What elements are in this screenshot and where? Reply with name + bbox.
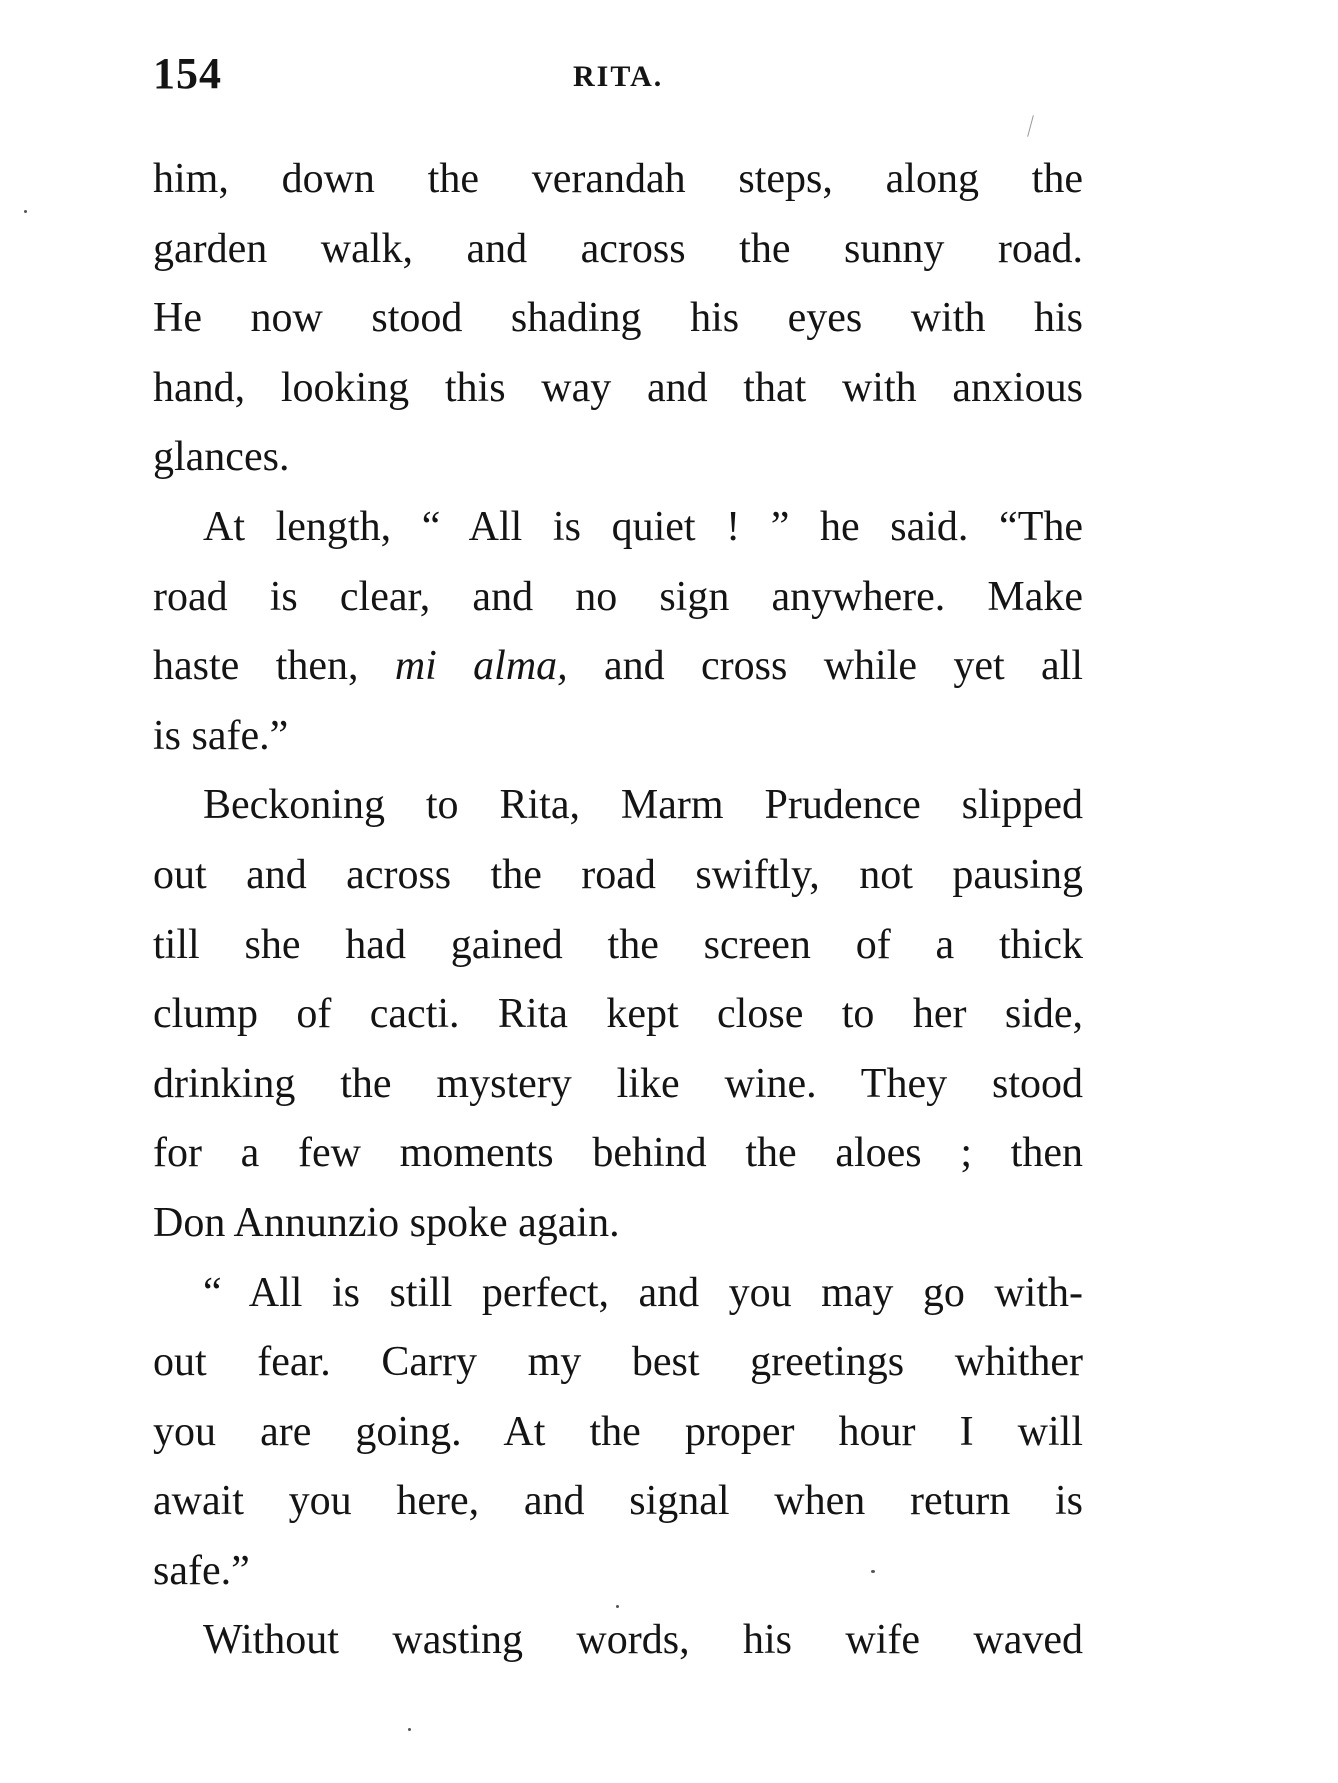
paragraph-3-line-6: for a few moments behind the aloes ; then (153, 1130, 1083, 1177)
paragraph-1-line-3: He now stood shading his eyes with his (153, 295, 1083, 342)
page-number: 154 (153, 49, 222, 98)
paragraph-1-line-2: garden walk, and across the sunny road. (153, 225, 1083, 272)
paragraph-3-line-1: Beckoning to Rita, Marm Prudence slipped (203, 782, 1083, 829)
paragraph-3-line-7: Don Annunzio spoke again. (153, 1199, 620, 1246)
paragraph-2-line-1: At length, “ All is quiet ! ” he said. “The (203, 503, 1083, 550)
scan-speck (616, 1605, 619, 1608)
paragraph-2-line-3: haste then, mi alma, and cross while yet all (153, 643, 1084, 690)
paragraph-4-line-1: “ All is still perfect, and you may go with- (203, 1269, 1083, 1316)
paragraph-1-line-5: glances. (153, 434, 290, 481)
body-text (153, 145, 1083, 1676)
paragraph-2-line-4: is safe.” (153, 712, 289, 759)
paragraph-4-line-5: safe.” (153, 1547, 250, 1594)
paragraph-3-line-2: out and across the road swiftly, not pausing (153, 851, 1083, 898)
scan-speck (408, 1728, 411, 1731)
scan-speck (871, 1570, 875, 1573)
paragraph-4-line-4: await you here, and signal when return is (153, 1478, 1083, 1525)
paragraph-3-line-3: till she had gained the screen of a thick (153, 921, 1083, 968)
paragraph-2-line-2: road is clear, and no sign anywhere. Make (153, 573, 1083, 620)
paragraph-4-line-2: out fear. Carry my best greetings whither (153, 1339, 1083, 1386)
paragraph-5-line-1: Without wasting words, his wife waved (203, 1617, 1083, 1664)
paragraph-1-line-4: hand, looking this way and that with anxious (153, 364, 1083, 411)
page-header (153, 48, 1083, 108)
scan-speck (24, 210, 27, 213)
paragraph-3-line-4: clump of cacti. Rita kept close to her side, (153, 991, 1083, 1038)
running-title: RITA. (573, 60, 664, 93)
italic-phrase: mi alma, (394, 643, 568, 690)
paragraph-1-line-1: him, down the verandah steps, along the (153, 156, 1083, 202)
paragraph-4-line-3: you are going. At the proper hour I will (153, 1408, 1083, 1455)
scan-speck (1027, 115, 1034, 137)
paragraph-3-line-5: drinking the mystery like wine. They stood (153, 1060, 1083, 1107)
